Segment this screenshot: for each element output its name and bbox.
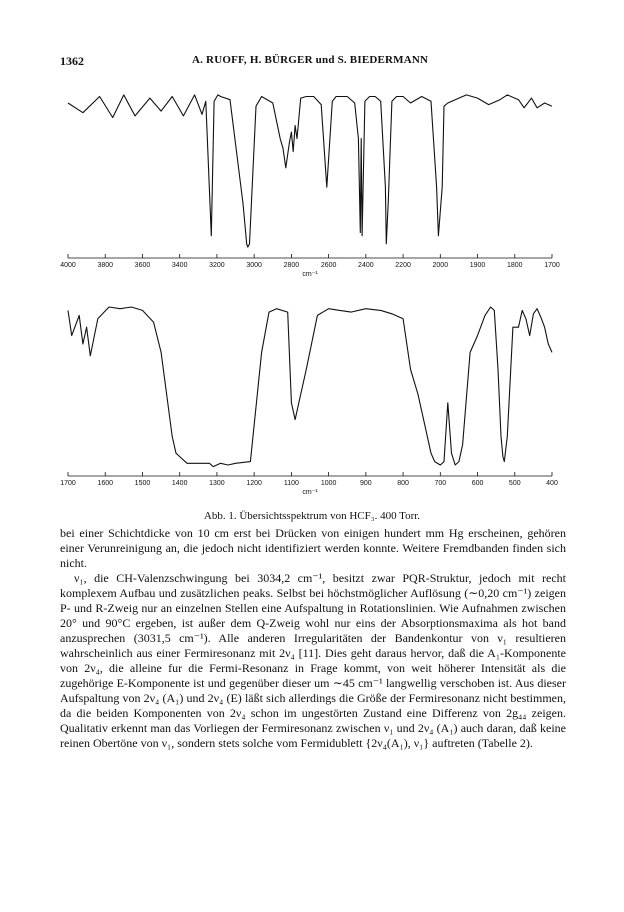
- x-tick-label: 2600: [320, 262, 337, 269]
- x-tick-label: 3200: [209, 262, 225, 269]
- x-tick-label: 1300: [209, 480, 225, 487]
- x-axis-label: cm⁻¹: [302, 271, 318, 278]
- paragraph: ν₁, die CH-Valenzschwingung bei 3034,2 cm⁻¹, besitzt zwar PQR-Struktur, jedoch mit recht komplexem Aufbau und zusätzlichen peaks. Selbst bei höchstmöglicher Auflösung (∼0,20 cm⁻¹) zeigen P- und R-Zweig nur an einzelnen Stellen eine Aufspaltung in Rotationslinien. Wie Aufnahmen zwischen 20° und 90°C ergeben, ist außer dem Q-Zweig wohl nur eins der Absorptionsmaxima als hot band anzusprechen (3031,5 cm⁻¹). Alle anderen Irregularitäten der Bandenkontur von ν₁ resultieren wahrscheinlich aus einer Fermiresonanz mit 2ν₄ [11]. Dies geht daraus hervor, daß die A₁-Komponente von 2ν₄, die alleine fur die Fermi-Resonanz in Frage kommt, von weit höherer Intensität als die zugehörige E-Komponente ist und gegenüber dieser um ∼45 cm⁻¹ langwellig verschoben ist. Aus dieser Aufspaltung von 2ν₄ (A₁) und 2ν₄ (E) läßt sich allerdings die Größe der Fermiresonanz nicht bestimmen, da die beiden Komponenten von 2ν₄ schon im ungestörten Zustand eine Differenz von 2g₄₄ zeigen. Qualitativ erkennt man das Vorliegen der Fermiresonanz zwischen ν₁ und 2ν₄ (A₁) auch daran, daß keine reinen Obertöne von ν₁, sondern stets solche vom Fermidublett {2ν₄(A₁), ν₁} auftreten (Tabelle 2).: [60, 571, 566, 750]
- x-tick-label: 2400: [358, 262, 374, 269]
- x-tick-label: 3000: [246, 262, 262, 269]
- spectrum-trace: [68, 95, 552, 247]
- x-tick-label: 800: [397, 480, 409, 487]
- page-header: [60, 54, 560, 70]
- running-head-authors: A. RUOFF, H. BÜRGER und S. BIEDERMANN: [192, 54, 429, 66]
- x-tick-label: 900: [360, 480, 372, 487]
- x-tick-label: 1400: [171, 480, 188, 487]
- body-text: [60, 526, 566, 751]
- x-tick-label: 700: [434, 480, 447, 487]
- x-tick-label: 4000: [60, 262, 76, 269]
- x-tick-label: 1200: [246, 480, 262, 487]
- x-tick-label: 3600: [134, 262, 151, 269]
- x-tick-label: 3400: [171, 262, 188, 269]
- page-number: 1362: [60, 54, 84, 68]
- x-tick-label: 2800: [283, 262, 300, 269]
- x-axis-label: cm⁻¹: [302, 489, 318, 496]
- spectrum-trace: [68, 307, 552, 467]
- x-tick-label: 2000: [432, 262, 449, 269]
- x-tick-label: 1600: [97, 480, 114, 487]
- x-tick-label: 500: [508, 480, 521, 487]
- x-tick-label: 1700: [544, 262, 560, 269]
- x-tick-label: 1900: [469, 262, 486, 269]
- x-tick-label: 2200: [395, 262, 411, 269]
- x-tick-label: 1000: [320, 480, 337, 487]
- x-tick-label: 600: [471, 480, 484, 487]
- spectrum-chart-upper: [0, 84, 624, 294]
- x-tick-label: 3800: [97, 262, 114, 269]
- x-tick-label: 1500: [134, 480, 151, 487]
- x-tick-label: 1700: [60, 480, 76, 487]
- x-tick-label: 400: [546, 480, 558, 487]
- spectrum-chart-lower: [0, 294, 624, 510]
- paragraph: bei einer Schichtdicke von 10 cm erst bei Drücken von einigen hundert mm Hg erscheinen, gehören einer Verunreinigung an, die jedoch nicht identifiziert werden konnte. Weitere Fremdbanden finden sich nicht.: [60, 526, 566, 570]
- x-tick-label: 1800: [506, 262, 523, 269]
- figure-caption: Abb. 1. Übersichtsspektrum von HCF₃. 400 Torr.: [203, 510, 421, 522]
- x-tick-label: 1100: [283, 480, 299, 487]
